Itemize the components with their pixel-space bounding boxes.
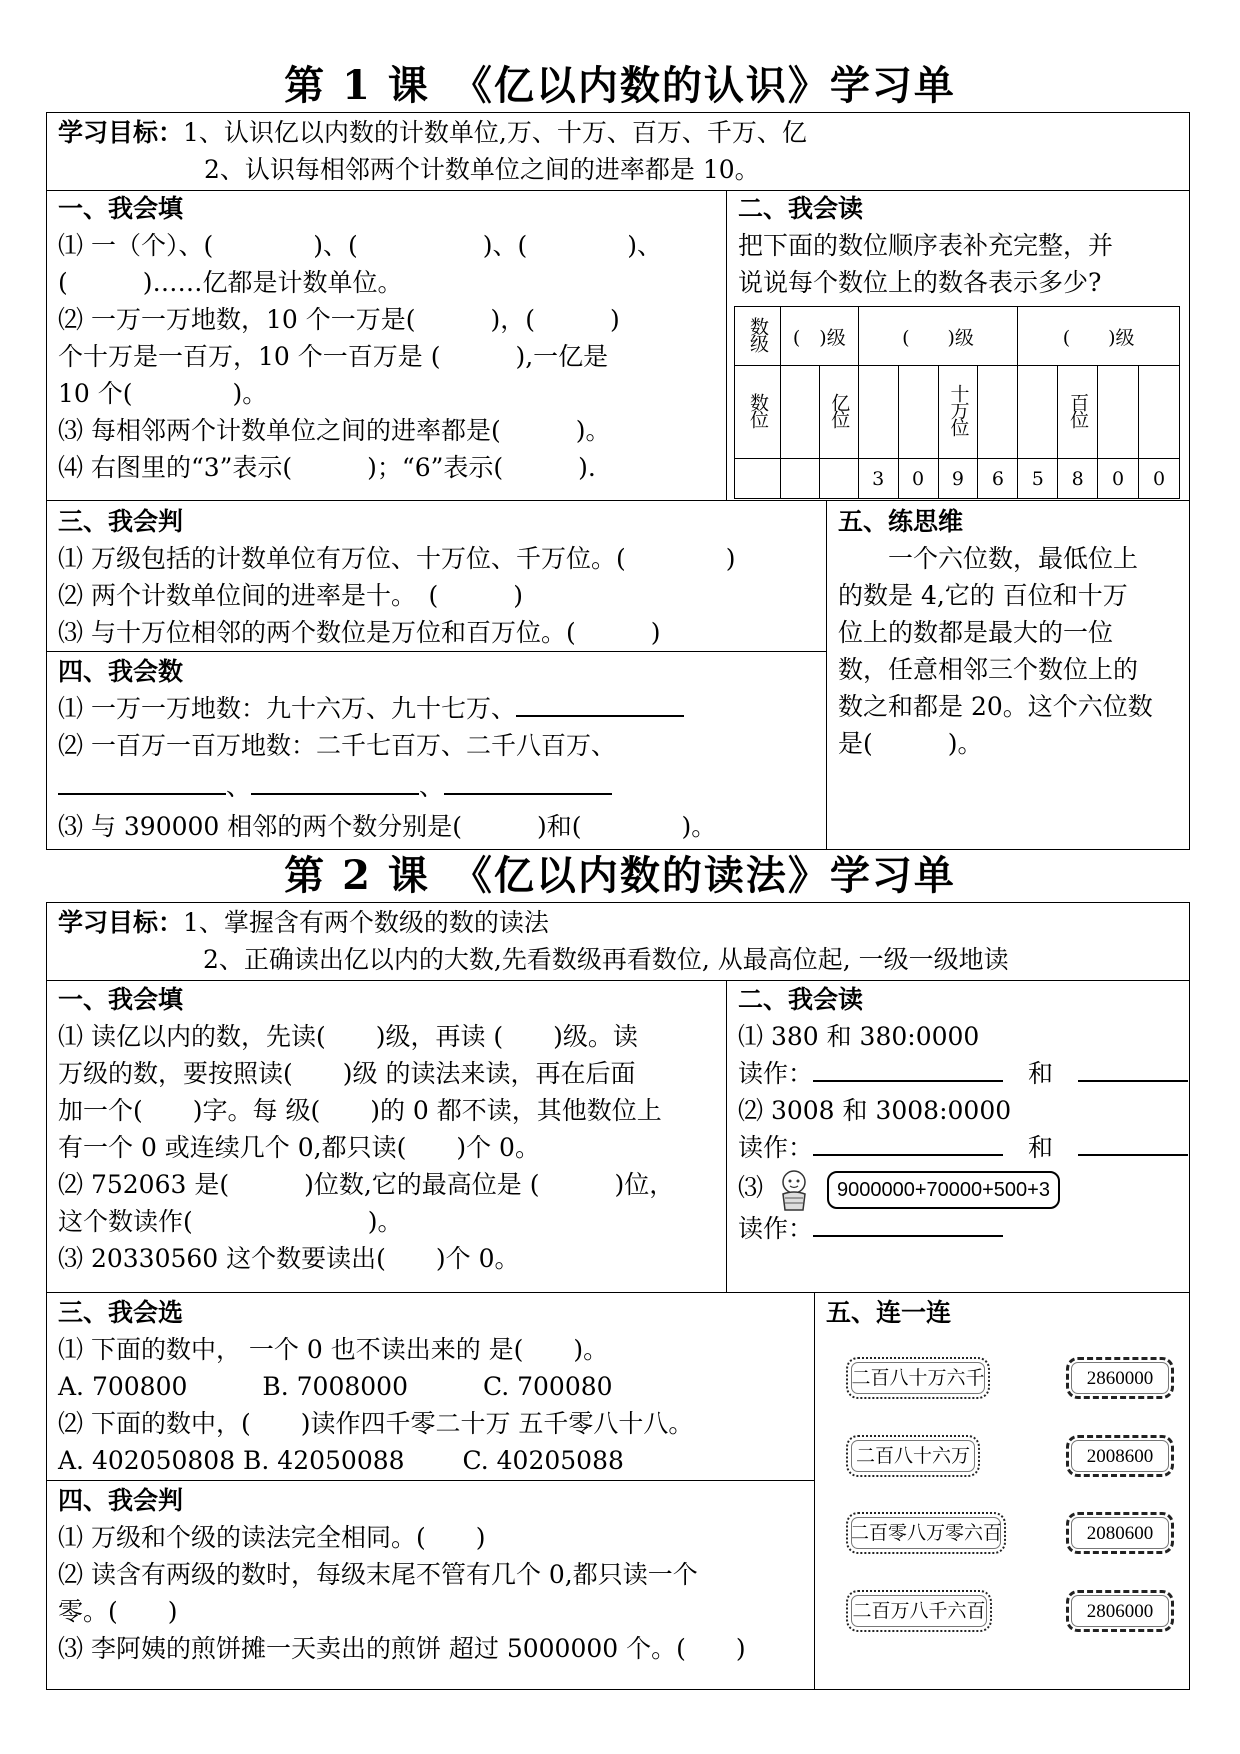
match-left-item[interactable]: 二百八十万六千 [846,1357,990,1399]
place-cell: 十万位 [938,366,978,459]
count-line: ⑴ 一万一万地数：九十六万、九十七万、 [58,694,516,723]
read-question: ⑴ 380 和 380:0000 [738,1022,980,1051]
place-cell [978,366,1018,459]
match-right-item[interactable]: 2008600 [1066,1435,1174,1477]
goal-1: 1、认识亿以内数的计数单位,万、十万、百万、千万、亿 [183,118,807,147]
section-heading: 一、我会填 [58,194,184,223]
level-cell: ( )级 [1018,307,1180,366]
lesson1-title: 第 1 课 《亿以内数的认识》学习单 [284,62,956,109]
section-heading: 三、我会判 [58,507,184,536]
place-cell: 百位 [1058,366,1098,459]
judge-line: ⑵ 两个计数单位间的进率是十。 ( ) [58,581,523,610]
match-right-item[interactable]: 2080600 [1066,1512,1174,1554]
digit-cell [819,459,858,499]
fill-line: 个十万是一百万，10 个一百万是 ( ),一亿是 [58,342,609,371]
lesson1-think-section [838,503,1153,762]
lesson2-title: 第 2 课 《亿以内数的读法》学习单 [284,852,956,899]
answer-blank [251,769,419,795]
level-cell: ( )级 [780,307,858,366]
fill-line: ⑵ 752063 是( )位数,它的最高位是 ( )位， [58,1170,675,1199]
answer-blank [813,1056,1003,1082]
match-right-item[interactable]: 2806000 [1066,1590,1174,1632]
choose-line: ⑴ 下面的数中， 一个 0 也不读出来的 是( )。 [58,1335,609,1364]
lesson2-goals [58,904,1009,978]
judge-line: ⑵ 读含有两级的数时，每级末尾不管有几个 0,都只读一个 [58,1560,698,1589]
think-line: 的数是 4,它的 百位和十万 [838,581,1128,610]
digit-cell: 6 [978,459,1018,499]
lesson2-fill-section [58,981,674,1277]
choose-line: ⑵ 下面的数中，( )读作四千零二十万 五千零八十八。 [58,1409,694,1438]
choose-line: A. 700800 B. 7008000 C. 700080 [58,1372,613,1401]
match-left-item[interactable]: 二百万八千六百 [846,1590,992,1632]
lesson2-read-section: 二、我会读 ⑴ 380 和 380:0000 读作： 和 ⑵ 3008 和 3008:0000 读作： 和 ⑶ 9000000+70000+500+3 读作： [738,981,1188,1247]
think-line: 是( )。 [838,729,983,758]
place-cell [858,366,898,459]
digit-cell: 3 [858,459,898,499]
fill-line: ⑴ 读亿以内的数，先读( )级，再读 ( )级。读 [58,1022,638,1051]
fill-line: 加一个( )字。每 级( )的 0 都不读，其他数位上 [58,1096,662,1125]
goal-2: 2、认识每相邻两个计数单位之间的进率都是 10。 [204,155,760,184]
digit-cell: 9 [938,459,978,499]
cartoon-child-icon [771,1168,817,1212]
lesson2-judge-section [58,1482,746,1667]
section-heading: 二、我会读 [738,194,864,223]
lesson2-match-section [826,1294,951,1331]
fill-line: ⑷ 右图里的“3”表示( )；“6”表示( ). [58,453,596,482]
read-question: ⑵ 3008 和 3008:0000 [738,1096,1012,1125]
answer-blank [813,1130,1003,1156]
section-heading: 五、练思维 [838,507,964,536]
lesson1-count-section: 四、我会数 ⑴ 一万一万地数：九十六万、九十七万、 ⑵ 一百万一百万地数：二千七百万、二千八百万、 、 、 ⑶ 与 390000 相邻的两个数分别是( )和( )。 [58,653,716,845]
judge-line: ⑴ 万级和个级的读法完全相同。( ) [58,1523,486,1552]
place-cell [780,366,819,459]
think-line: 一个六位数，最低位上 [838,544,1139,573]
place-cell [898,366,938,459]
section-heading: 三、我会选 [58,1298,184,1327]
match-right-item[interactable]: 2860000 [1066,1357,1174,1399]
answer-blank [813,1211,1003,1237]
place-value-table [734,306,1180,499]
answer-blank [58,769,226,795]
digit-cell: 0 [898,459,938,499]
count-line: ⑵ 一百万一百万地数：二千七百万、二千八百万、 [58,731,616,760]
answer-blank [444,769,612,795]
fill-line: 10 个( )。 [58,379,268,408]
fill-line: ( )……亿都是计数单位。 [58,268,403,297]
place-label-cell: 数位 [735,366,781,459]
section-heading: 二、我会读 [738,985,864,1014]
expression-bubble: 9000000+70000+500+3 [827,1171,1060,1209]
place-cell [1139,366,1180,459]
digit-cell [735,459,781,499]
lesson2-choose-section [58,1294,693,1479]
section-heading: 一、我会填 [58,985,184,1014]
judge-line: ⑴ 万级包括的计数单位有万位、十万位、千万位。( ) [58,544,736,573]
digit-cell: 8 [1058,459,1098,499]
read-line: 说说每个数位上的数各表示多少? [738,268,1102,297]
section-heading: 四、我会数 [58,657,184,686]
fill-line: ⑵ 一万一万地数，10 个一万是( )，( ) [58,305,620,334]
judge-line: ⑶ 与十万位相邻的两个数位是万位和百万位。( ) [58,618,661,647]
think-line: 数之和都是 20。这个六位数 [838,692,1153,721]
place-cell [1018,366,1058,459]
match-left-item[interactable]: 二百零八万零六百 [846,1512,1006,1554]
fill-line: 有一个 0 或连续几个 0,都只读( )个 0。 [58,1133,540,1162]
section-heading: 五、连一连 [826,1298,952,1327]
lesson1-goals [58,114,807,188]
choose-line: A. 402050808 B. 42050088 C. 40205088 [58,1446,624,1475]
judge-line: 零。( ) [58,1597,178,1626]
fill-line: ⑶ 20330560 这个数要读出( )个 0。 [58,1244,520,1273]
goal-1: 1、掌握含有两个数级的数的读法 [183,908,549,937]
fill-line: 这个数读作( )。 [58,1207,403,1236]
think-line: 位上的数都是最大的一位 [838,618,1114,647]
digit-cell [780,459,819,499]
count-line: ⑶ 与 390000 相邻的两个数分别是( )和( )。 [58,812,717,841]
fill-line: ⑶ 每相邻两个计数单位之间的进率都是( )。 [58,416,611,445]
lesson1-read-section [738,190,1113,301]
place-cell: 亿位 [819,366,858,459]
level-label-cell: 数级 [735,307,781,366]
answer-blank [1078,1130,1188,1156]
goals-label: 学习目标： [58,908,184,937]
answer-blank [516,691,684,717]
fill-line: ⑴ 一（个）、( )、( )、( )、 [58,231,662,260]
digit-cell: 5 [1018,459,1058,499]
digit-cell: 0 [1139,459,1180,499]
goal-2: 2、正确读出亿以内的大数,先看数级再看数位, 从最高位起, 一级一级地读 [203,945,1009,974]
fill-line: 万级的数，要按照读( )级 的读法来读，再在后面 [58,1059,636,1088]
read-line: 把下面的数位顺序表补充完整，并 [738,231,1114,260]
place-cell [1098,366,1139,459]
lesson1-judge-section [58,503,735,651]
answer-blank [1078,1056,1188,1082]
lesson1-fill-section [58,190,662,486]
digit-cell: 0 [1098,459,1139,499]
judge-line: ⑶ 李阿姨的煎饼摊一天卖出的煎饼 超过 5000000 个。( ) [58,1634,746,1663]
goals-label: 学习目标： [58,118,184,147]
think-line: 数，任意相邻三个数位上的 [838,655,1139,684]
level-cell: ( )级 [858,307,1018,366]
match-left-item[interactable]: 二百八十六万 [846,1435,980,1477]
section-heading: 四、我会判 [58,1486,184,1515]
